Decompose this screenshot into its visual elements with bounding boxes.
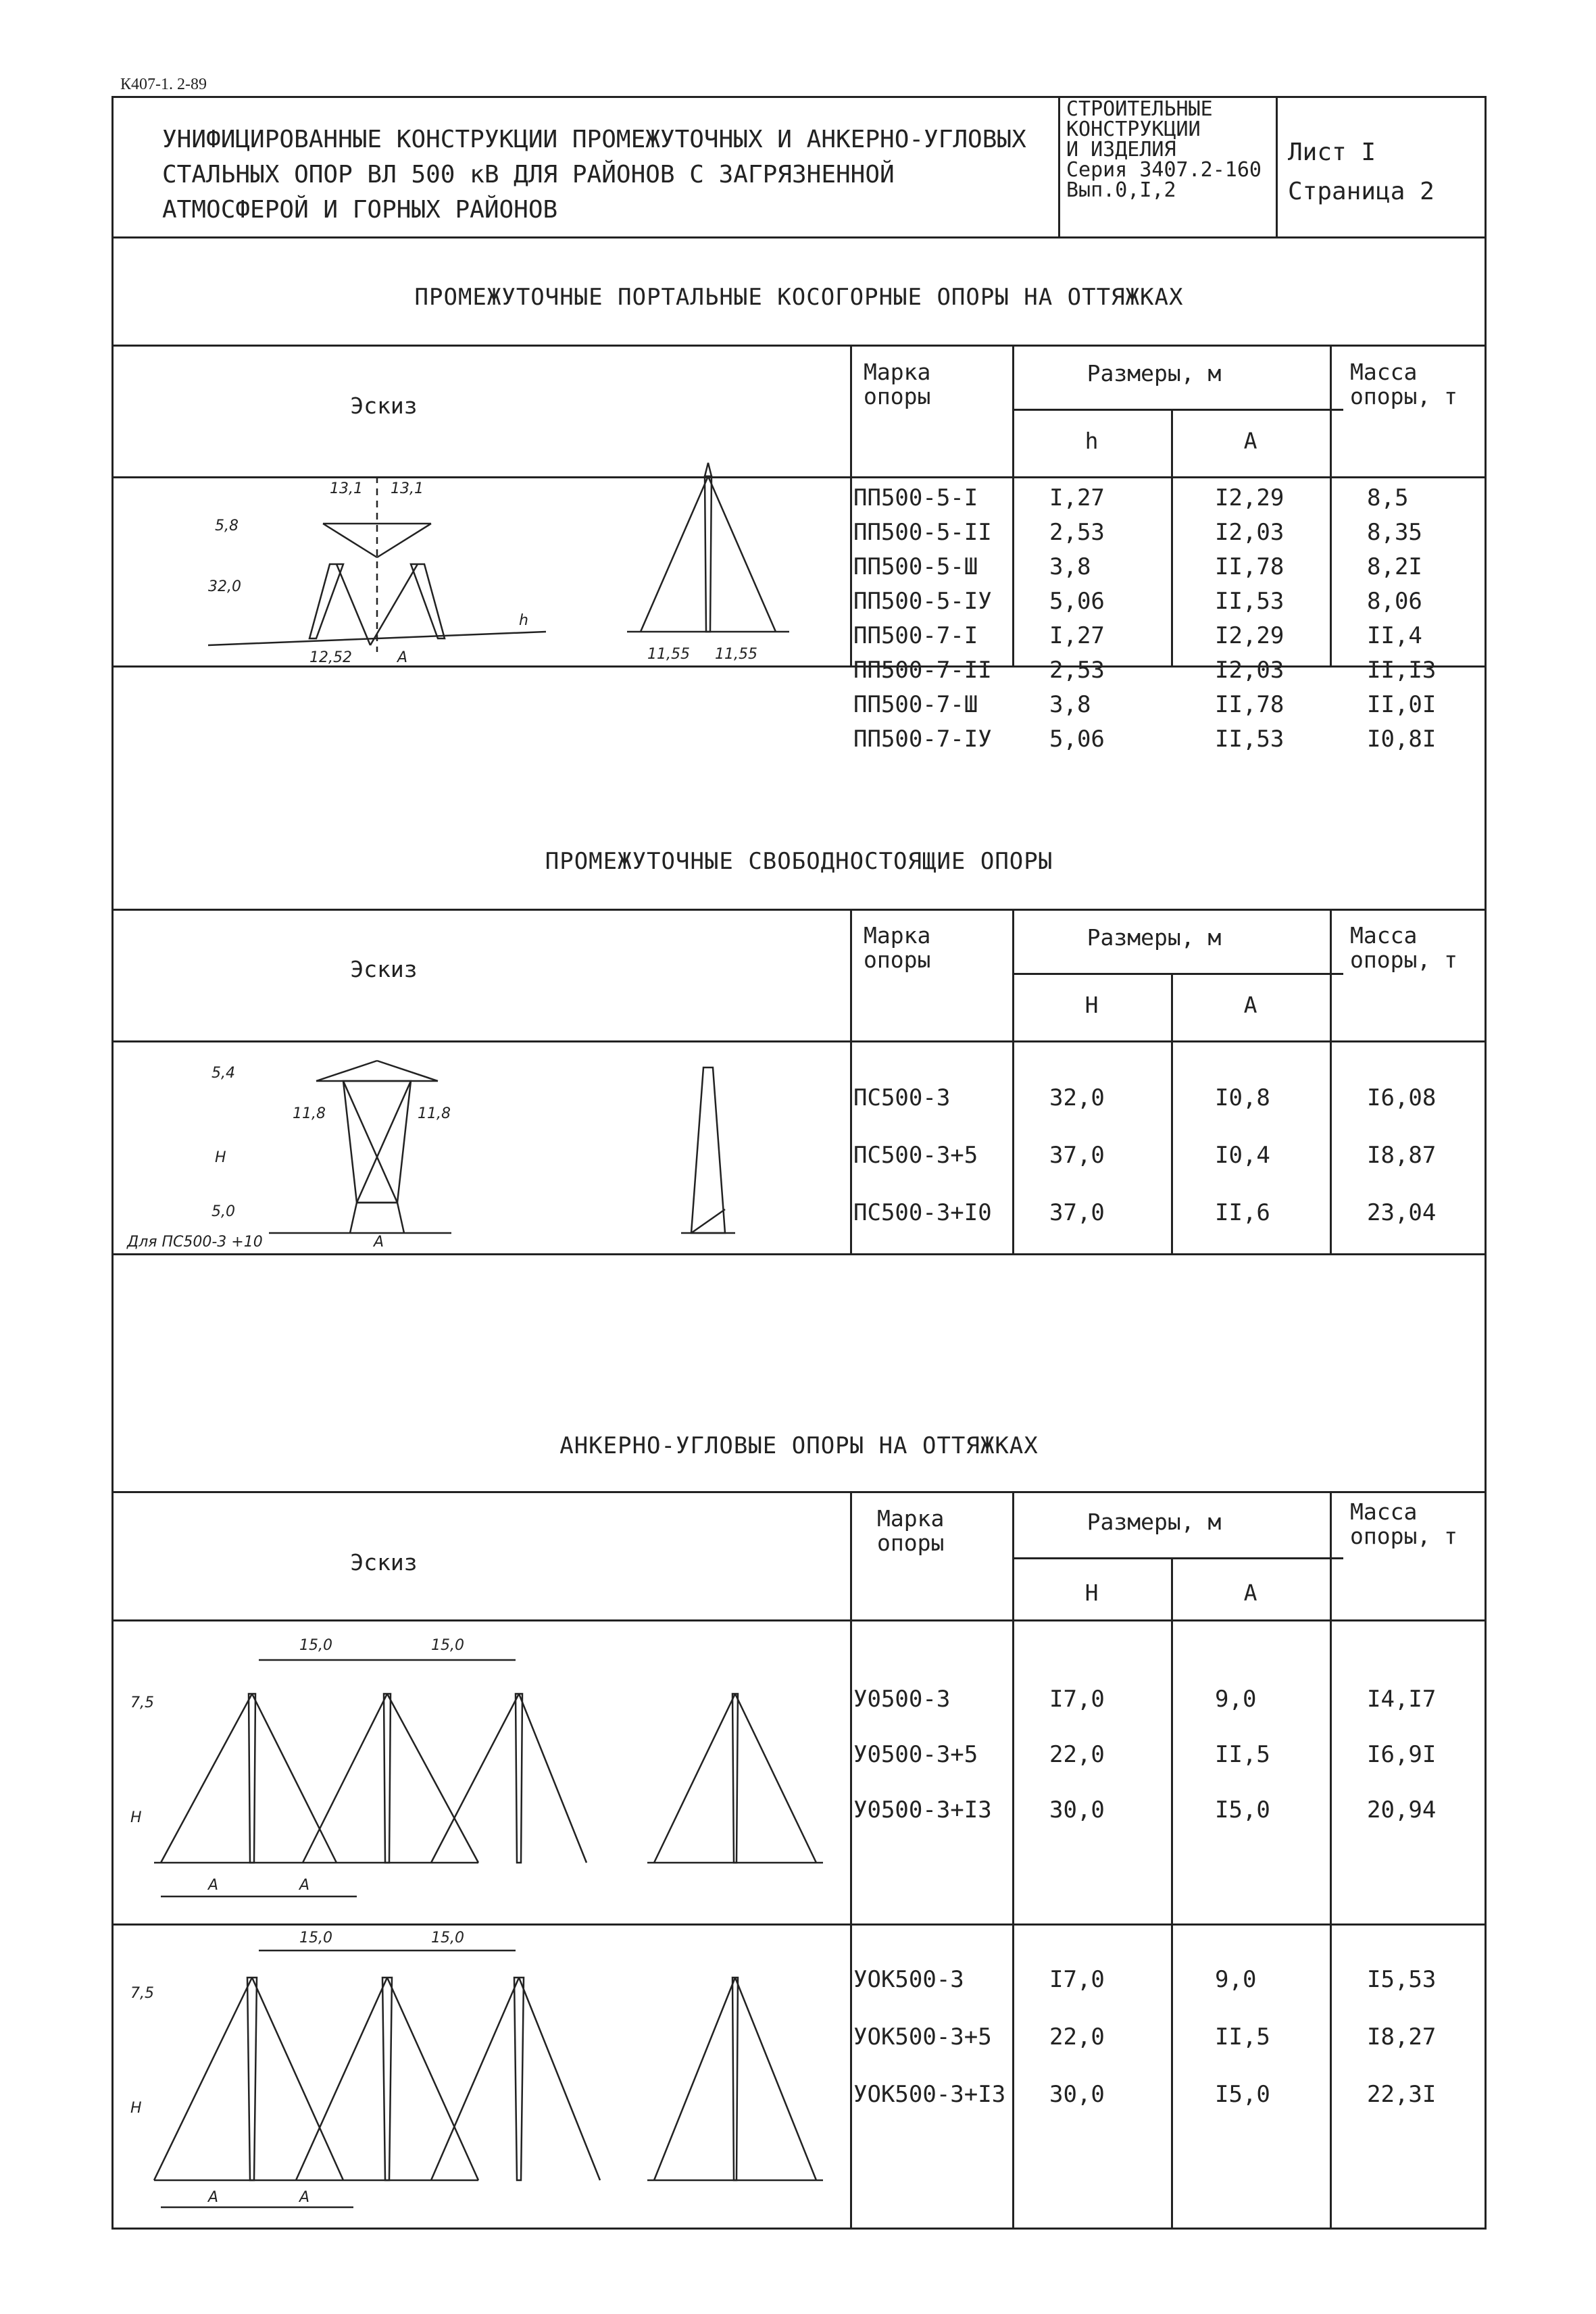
side-guy-right xyxy=(708,476,776,632)
table-cell: 8,5 xyxy=(1367,484,1409,511)
side-guy-right xyxy=(735,1694,816,1863)
freestanding-tower-sketch xyxy=(114,1040,850,1253)
table-cell: I0,4 xyxy=(1215,1142,1270,1169)
table-cell: I4,I7 xyxy=(1367,1686,1437,1713)
portal-tower-sketch xyxy=(114,476,850,665)
dim-label: 12,52 xyxy=(309,649,352,666)
table-cell: 22,0 xyxy=(1049,1741,1105,1768)
title-line: УНИФИЦИРОВАННЫЕ КОНСТРУКЦИИ ПРОМЕЖУТОЧНЫХ И АНКЕРНО-УГЛОВЫХ xyxy=(162,126,1026,153)
table-cell: I5,53 xyxy=(1367,1966,1437,1993)
table-cell: 8,06 xyxy=(1367,588,1422,615)
col-mass-header: Массa опоры, т xyxy=(1350,922,1457,974)
guy xyxy=(161,1694,252,1863)
crossarm-right xyxy=(377,524,431,557)
table-cell: II,78 xyxy=(1215,691,1285,718)
guy xyxy=(387,1978,478,2180)
table-cell: I6,08 xyxy=(1367,1084,1437,1111)
table-cell: II,5 xyxy=(1215,2023,1270,2051)
table-cell: ПП500-5-II xyxy=(853,519,992,546)
side-guy-left xyxy=(654,1978,735,2180)
table-cell: I8,27 xyxy=(1367,2023,1437,2051)
col-dim2-header: А xyxy=(1243,992,1257,1018)
series-line: И ИЗДЕЛИЯ xyxy=(1066,138,1176,161)
section-title: АНКЕРНО-УГЛОВЫЕ ОПОРЫ НА ОТТЯЖКАХ xyxy=(559,1432,1039,1459)
table-cell: 3,8 xyxy=(1049,691,1091,718)
table-cell: 2,53 xyxy=(1049,519,1105,546)
table-cell: I0,8I xyxy=(1367,726,1437,753)
side-tower-top xyxy=(705,463,712,476)
table-cell: ПП500-7-I xyxy=(853,622,978,649)
table-cell: 37,0 xyxy=(1049,1142,1105,1169)
table-cell: II,53 xyxy=(1215,726,1285,753)
table-cell: 2,53 xyxy=(1049,657,1105,684)
sheet-info xyxy=(1288,133,1435,211)
tower-body xyxy=(343,1081,411,1203)
table-cell: ПП500-7-IУ xyxy=(853,726,992,753)
crossarm-left xyxy=(316,1061,377,1081)
table-cell: I6,9I xyxy=(1367,1741,1437,1768)
col-dims-header: Размеры, м xyxy=(1087,924,1222,951)
dim-label: 11,55 xyxy=(647,646,690,663)
side-guy-left xyxy=(641,476,708,632)
dim-label: Н xyxy=(130,2100,142,2117)
dim-label: Для ПС500-3 +10 xyxy=(127,1234,263,1251)
sheet-number: Лист I xyxy=(1288,139,1376,166)
table-cell: ПП500-5-Ш xyxy=(853,553,978,580)
table-cell: ПП500-7-Ш xyxy=(853,691,978,718)
table-cell: I5,0 xyxy=(1215,1796,1270,1823)
series-line: КОНСТРУКЦИИ xyxy=(1066,118,1201,141)
dim-label: 11,8 xyxy=(418,1105,451,1122)
table-cell: 30,0 xyxy=(1049,1796,1105,1823)
table-cell: УОК500-3+5 xyxy=(853,2023,992,2051)
dim-label: 11,55 xyxy=(715,646,757,663)
guy xyxy=(154,1978,252,2180)
mast xyxy=(384,1694,391,1863)
dim-label: 13,1 xyxy=(391,480,424,497)
dim-label: 15,0 xyxy=(299,1637,332,1654)
dim-label: 5,8 xyxy=(215,518,239,534)
col-dims-header: Размеры, м xyxy=(1087,360,1222,386)
table-cell: I8,87 xyxy=(1367,1142,1437,1169)
table-cell: ПС500-3 xyxy=(853,1084,951,1111)
guy xyxy=(431,1978,519,2180)
drawing-frame xyxy=(111,96,1487,2230)
table-cell: ПП500-7-II xyxy=(853,657,992,684)
table-cell: I2,03 xyxy=(1215,657,1285,684)
anchor-tower-sketch-2 xyxy=(114,1923,850,2230)
col-mark-header: Марка опоры xyxy=(864,359,931,410)
dim-label: А xyxy=(208,1877,219,1894)
guy xyxy=(519,1978,600,2180)
series-line: СТРОИТЕЛЬНЫЕ xyxy=(1066,97,1213,121)
col-dim2-header: А xyxy=(1243,1580,1257,1606)
dim-label: 15,0 xyxy=(299,1930,332,1946)
guy xyxy=(303,1694,387,1863)
leg-right xyxy=(411,564,445,638)
col-dim1-header: Н xyxy=(1084,1580,1099,1606)
dim-label: А xyxy=(374,1234,384,1251)
extension-right xyxy=(397,1203,404,1233)
dim-label: 15,0 xyxy=(431,1637,464,1654)
side-mast xyxy=(732,1978,738,2180)
title-line: АТМОСФЕРОЙ И ГОРНЫХ РАЙОНОВ xyxy=(162,196,558,224)
table-cell: У0500-3 xyxy=(853,1686,951,1713)
table-cell: ПС500-3+I0 xyxy=(853,1199,992,1226)
leg-left xyxy=(309,564,343,638)
table-cell: II,53 xyxy=(1215,588,1285,615)
table-cell: 5,06 xyxy=(1049,726,1105,753)
table-cell: II,5 xyxy=(1215,1741,1270,1768)
document-title xyxy=(162,122,1026,228)
col-sketch-header: Эскиз xyxy=(350,1549,418,1576)
series-block xyxy=(1066,99,1262,201)
table-cell: I7,0 xyxy=(1049,1966,1105,1993)
table-cell: 3,8 xyxy=(1049,553,1091,580)
table-cell: I2,29 xyxy=(1215,622,1285,649)
table-cell: I2,29 xyxy=(1215,484,1285,511)
table-cell: I5,0 xyxy=(1215,2081,1270,2108)
table-cell: 32,0 xyxy=(1049,1084,1105,1111)
dim-label: А xyxy=(299,1877,310,1894)
guy xyxy=(296,1978,387,2180)
dim-label: 11,8 xyxy=(293,1105,326,1122)
side-mast xyxy=(732,1694,738,1863)
page-number: Страница 2 xyxy=(1288,177,1435,205)
table-cell: 9,0 xyxy=(1215,1966,1257,1993)
dim-label: Н xyxy=(130,1809,142,1826)
col-mark-header: Марка опоры xyxy=(877,1505,945,1557)
guy xyxy=(431,1694,519,1863)
extension-left xyxy=(350,1203,357,1233)
col-mark-header: Марка опоры xyxy=(864,922,931,974)
dim-label: 5,4 xyxy=(211,1065,235,1082)
table-cell: 9,0 xyxy=(1215,1686,1257,1713)
table-cell: I0,8 xyxy=(1215,1084,1270,1111)
table-cell: 8,2I xyxy=(1367,553,1422,580)
guy xyxy=(252,1978,343,2180)
table-cell: 37,0 xyxy=(1049,1199,1105,1226)
table-cell: 8,35 xyxy=(1367,519,1422,546)
dim-label: Н xyxy=(215,1149,226,1166)
side-tower-body xyxy=(691,1067,725,1233)
guy xyxy=(387,1694,478,1863)
table-cell: I,27 xyxy=(1049,484,1105,511)
dim-label: 13,1 xyxy=(330,480,363,497)
brace xyxy=(357,1081,411,1203)
table-cell: I,27 xyxy=(1049,622,1105,649)
table-cell: 30,0 xyxy=(1049,2081,1105,2108)
table-cell: УОК500-3 xyxy=(853,1966,964,1993)
dim-label: h xyxy=(519,612,528,629)
side-brace xyxy=(691,1209,725,1233)
mast xyxy=(514,1978,524,2180)
col-mass-header: Массa опоры, т xyxy=(1350,1499,1457,1550)
dim-label: А xyxy=(208,2189,219,2206)
table-cell: 20,94 xyxy=(1367,1796,1437,1823)
title-line: СТАЛЬНЫХ ОПОР ВЛ 500 кВ ДЛЯ РАЙОНОВ С ЗАГРЯЗНЕННОЙ xyxy=(162,161,895,189)
table-cell: ПП500-5-IУ xyxy=(853,588,992,615)
table-cell: УОК500-3+I3 xyxy=(853,2081,1006,2108)
side-guy-left xyxy=(654,1694,735,1863)
table-cell: II,0I xyxy=(1367,691,1437,718)
col-mass-header: Массa опоры, т xyxy=(1350,359,1457,410)
series-line: Серия 3407.2-160 xyxy=(1066,158,1262,182)
brace xyxy=(343,1081,397,1203)
dim-label: 7,5 xyxy=(130,1694,154,1711)
table-cell: 22,0 xyxy=(1049,2023,1105,2051)
col-dim2-header: А xyxy=(1243,428,1257,454)
table-cell: 22,3I xyxy=(1367,2081,1437,2108)
table-cell: II,I3 xyxy=(1367,657,1437,684)
series-line: Вып.0,I,2 xyxy=(1066,178,1176,202)
section-title: ПРОМЕЖУТОЧНЫЕ ПОРТАЛЬНЫЕ КОСОГОРНЫЕ ОПОРЫ НА ОТТЯЖКАХ xyxy=(414,284,1184,311)
table-cell: 23,04 xyxy=(1367,1199,1437,1226)
mast xyxy=(516,1694,522,1863)
dim-label: 32,0 xyxy=(208,578,241,595)
table-cell: 5,06 xyxy=(1049,588,1105,615)
mast xyxy=(247,1978,257,2180)
dim-label: 15,0 xyxy=(431,1930,464,1946)
table-cell: I7,0 xyxy=(1049,1686,1105,1713)
table-cell: I2,03 xyxy=(1215,519,1285,546)
guy-left xyxy=(336,564,370,645)
dim-label: 7,5 xyxy=(130,1985,154,2002)
table-cell: II,4 xyxy=(1367,622,1422,649)
mast xyxy=(249,1694,255,1863)
table-cell: У0500-3+I3 xyxy=(853,1796,992,1823)
dim-label: А xyxy=(397,649,408,666)
col-sketch-header: Эскиз xyxy=(350,956,418,982)
table-cell: У0500-3+5 xyxy=(853,1741,978,1768)
dim-label: А xyxy=(299,2189,310,2206)
col-dim1-header: Н xyxy=(1084,992,1099,1018)
mast xyxy=(382,1978,392,2180)
table-cell: ПП500-5-I xyxy=(853,484,978,511)
table-cell: ПС500-3+5 xyxy=(853,1142,978,1169)
table-cell: II,78 xyxy=(1215,553,1285,580)
side-guy-right xyxy=(735,1978,816,2180)
guy xyxy=(252,1694,336,1863)
col-dim1-header: h xyxy=(1084,428,1099,454)
col-sketch-header: Эскиз xyxy=(350,393,418,419)
document-code: К407-1. 2-89 xyxy=(120,76,207,93)
crossarm-left xyxy=(323,524,377,557)
guy xyxy=(519,1694,587,1863)
side-tower-mast xyxy=(705,476,712,632)
dim-label: 5,0 xyxy=(211,1203,235,1220)
anchor-tower-sketch xyxy=(114,1619,850,1923)
col-dims-header: Размеры, м xyxy=(1087,1509,1222,1535)
section-title: ПРОМЕЖУТОЧНЫЕ СВОБОДНОСТОЯЩИЕ ОПОРЫ xyxy=(545,848,1053,875)
table-cell: II,6 xyxy=(1215,1199,1270,1226)
crossarm-right xyxy=(377,1061,438,1081)
